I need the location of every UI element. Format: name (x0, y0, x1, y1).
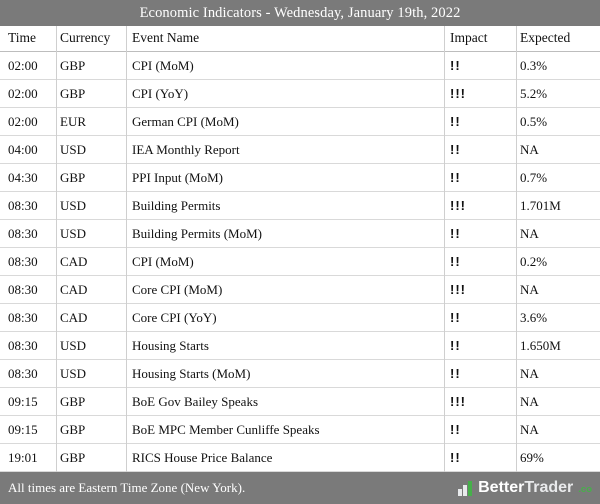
cell-time: 08:30 (0, 276, 56, 304)
table-row (0, 388, 600, 416)
table-row (0, 136, 600, 164)
column-header-time: Time (0, 26, 56, 52)
cell-impact: !!! (444, 276, 516, 304)
cell-currency: GBP (56, 164, 126, 192)
column-divider-3 (444, 26, 445, 472)
cell-event-name: Core CPI (MoM) (126, 276, 444, 304)
cell-expected: 0.3% (516, 52, 600, 80)
cell-event-name: Housing Starts (MoM) (126, 360, 444, 388)
cell-event-name: IEA Monthly Report (126, 136, 444, 164)
cell-event-name: CPI (YoY) (126, 80, 444, 108)
cell-currency: GBP (56, 80, 126, 108)
cell-event-name: Building Permits (126, 192, 444, 220)
cell-event-name: CPI (MoM) (126, 52, 444, 80)
cell-event-name: CPI (MoM) (126, 248, 444, 276)
table-row (0, 80, 600, 108)
cell-time: 08:30 (0, 220, 56, 248)
cell-currency: USD (56, 136, 126, 164)
cell-time: 08:30 (0, 360, 56, 388)
table-row (0, 444, 600, 472)
cell-expected: 5.2% (516, 80, 600, 108)
cell-time: 09:15 (0, 388, 56, 416)
table-row (0, 108, 600, 136)
cell-currency: GBP (56, 444, 126, 472)
cell-expected: 0.2% (516, 248, 600, 276)
cell-time: 02:00 (0, 80, 56, 108)
cell-event-name: BoE Gov Bailey Speaks (126, 388, 444, 416)
table-row (0, 220, 600, 248)
table-body (0, 52, 600, 472)
column-divider-4 (516, 26, 517, 472)
column-header-currency: Currency (56, 26, 126, 52)
cell-currency: GBP (56, 388, 126, 416)
cell-expected: NA (516, 416, 600, 444)
cell-currency: USD (56, 192, 126, 220)
page-title: Economic Indicators - Wednesday, January 19th, 2022 (139, 4, 461, 21)
cell-time: 02:00 (0, 52, 56, 80)
cell-impact: !! (444, 220, 516, 248)
events-table-container (0, 26, 600, 472)
cell-impact: !! (444, 416, 516, 444)
cell-time: 08:30 (0, 304, 56, 332)
cell-expected: 3.6% (516, 304, 600, 332)
column-header-expected: Expected (516, 26, 600, 52)
cell-time: 08:30 (0, 332, 56, 360)
cell-time: 02:00 (0, 108, 56, 136)
cell-impact: !!! (444, 388, 516, 416)
brand-suffix: .co (578, 484, 592, 495)
cell-impact: !! (444, 164, 516, 192)
cell-currency: USD (56, 360, 126, 388)
cell-expected: 1.701M (516, 192, 600, 220)
cell-impact: !! (444, 332, 516, 360)
cell-currency: USD (56, 332, 126, 360)
column-header-event-name: Event Name (126, 26, 444, 52)
cell-expected: 0.5% (516, 108, 600, 136)
cell-time: 04:30 (0, 164, 56, 192)
cell-currency: CAD (56, 248, 126, 276)
cell-currency: USD (56, 220, 126, 248)
table-row (0, 52, 600, 80)
table-row (0, 164, 600, 192)
table-row (0, 276, 600, 304)
bar-chart-icon (458, 481, 473, 496)
table-header-row (0, 26, 600, 52)
cell-event-name: German CPI (MoM) (126, 108, 444, 136)
cell-event-name: PPI Input (MoM) (126, 164, 444, 192)
column-divider-1 (56, 26, 57, 472)
cell-impact: !! (444, 248, 516, 276)
cell-event-name: BoE MPC Member Cunliffe Speaks (126, 416, 444, 444)
cell-event-name: RICS House Price Balance (126, 444, 444, 472)
table-row (0, 248, 600, 276)
cell-currency: GBP (56, 416, 126, 444)
cell-currency: CAD (56, 304, 126, 332)
table-row (0, 360, 600, 388)
cell-impact: !! (444, 304, 516, 332)
table-header (0, 26, 600, 52)
table-row (0, 192, 600, 220)
brand-name-first: Better (478, 479, 525, 496)
column-header-impact: Impact (444, 26, 516, 52)
brand-name-second: Trader (524, 479, 574, 496)
cell-currency: GBP (56, 52, 126, 80)
cell-expected: 0.7% (516, 164, 600, 192)
cell-currency: EUR (56, 108, 126, 136)
table-row (0, 304, 600, 332)
cell-expected: NA (516, 360, 600, 388)
cell-impact: !! (444, 136, 516, 164)
cell-currency: CAD (56, 276, 126, 304)
cell-time: 19:01 (0, 444, 56, 472)
footer-bar (0, 472, 600, 504)
cell-time: 09:15 (0, 416, 56, 444)
column-divider-2 (126, 26, 127, 472)
cell-time: 08:30 (0, 248, 56, 276)
cell-expected: NA (516, 276, 600, 304)
cell-impact: !! (444, 108, 516, 136)
timezone-note: All times are Eastern Time Zone (New York). (8, 480, 246, 495)
cell-expected: NA (516, 388, 600, 416)
economic-events-table (0, 26, 600, 472)
brand-logo (458, 479, 592, 497)
table-row (0, 332, 600, 360)
cell-event-name: Core CPI (YoY) (126, 304, 444, 332)
cell-expected: NA (516, 136, 600, 164)
cell-time: 08:30 (0, 192, 56, 220)
cell-expected: NA (516, 220, 600, 248)
cell-impact: !!! (444, 192, 516, 220)
cell-impact: !! (444, 360, 516, 388)
cell-impact: !! (444, 52, 516, 80)
cell-expected: 1.650M (516, 332, 600, 360)
cell-impact: !! (444, 444, 516, 472)
cell-expected: 69% (516, 444, 600, 472)
cell-event-name: Building Permits (MoM) (126, 220, 444, 248)
brand-name (478, 479, 573, 497)
page-title-bar (0, 0, 600, 26)
table-row (0, 416, 600, 444)
cell-impact: !!! (444, 80, 516, 108)
cell-event-name: Housing Starts (126, 332, 444, 360)
cell-time: 04:00 (0, 136, 56, 164)
